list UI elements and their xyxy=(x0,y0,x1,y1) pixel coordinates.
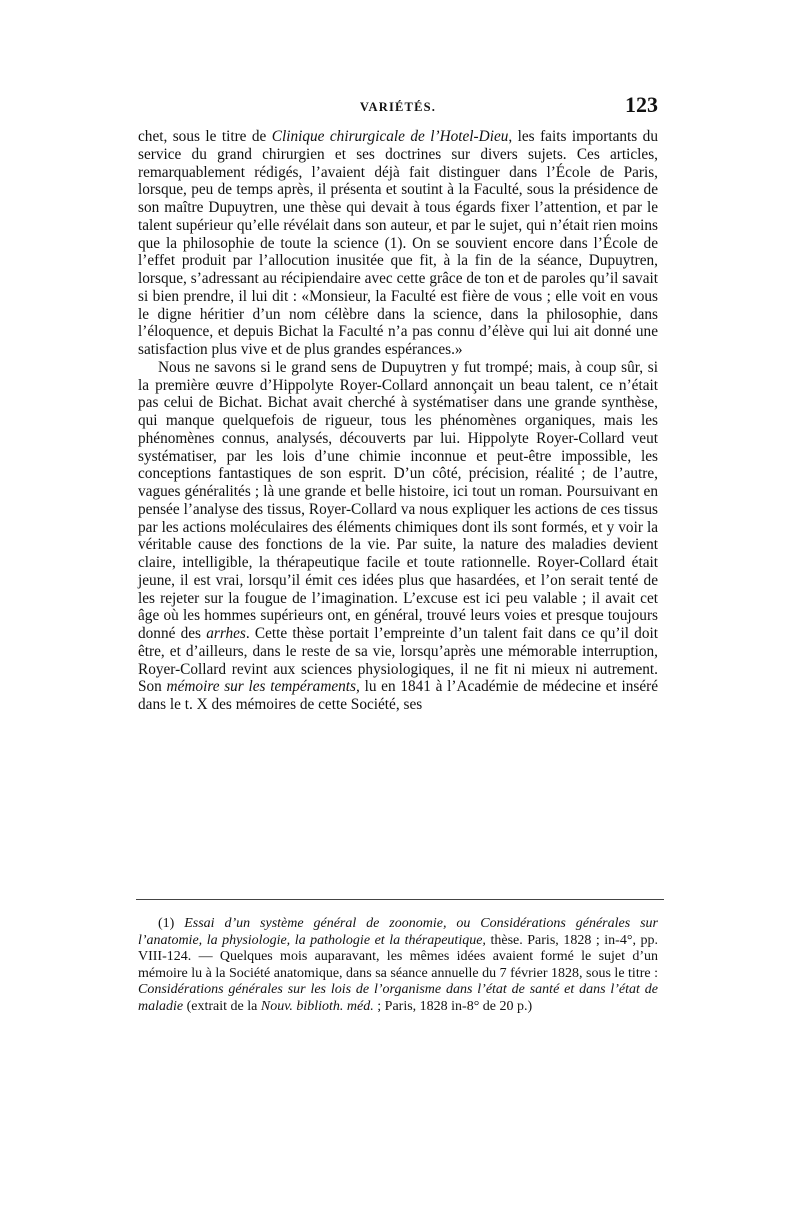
page-header xyxy=(138,92,658,122)
paragraph xyxy=(138,128,658,359)
italic-title: Clinique chirurgicale de l’Hotel-Dieu xyxy=(271,128,509,145)
page-number: 123 xyxy=(625,92,658,117)
text-run: lu en 1841 à l’Académie de médecine et inséré dans le t. X des mémoires de cette Société, ses xyxy=(138,678,658,713)
text-run: (extrait de la xyxy=(183,998,261,1014)
text-run: thèse. Paris, 1828 ; in-4°, pp. VIII-124. — Quelques mois auparavant, les mêmes idées avaient formé le sujet d’un mémoire lu à la Société anatomique, dans sa séance annuelle du 7 février 1828, sous le titre : xyxy=(138,932,658,981)
italic-title: mémoire sur les tempéraments, xyxy=(166,678,360,696)
paragraph xyxy=(138,359,658,714)
text-run: . Cette thèse portait l’empreinte d’un talent fait dans ce qu’il doit être, et d’ailleurs, dans le reste de sa vie, lorsqu’après une mémorable interruption, Royer-Collard revint aux sciences physiologiques, il ne fit ni mieux ni autrement. Son xyxy=(138,625,658,696)
footnote-rule xyxy=(136,899,664,900)
italic-title: Considérations générales sur les lois de l’organisme dans l’état de santé et dans l’état de maladie xyxy=(138,982,658,1014)
main-text xyxy=(138,128,658,714)
footnote xyxy=(138,916,658,1016)
text-run: chet, sous le titre de xyxy=(138,128,272,145)
footnote-marker: (1) xyxy=(158,916,185,931)
footnote-paragraph xyxy=(138,916,658,1016)
text-run: , les faits importants du service du grand chirurgien et ses doctrines sur divers sujets. Ces articles, remarquablement rédigés, l’avaient déjà fait distinguer dans l’École de Paris, lorsque, peu de temps après, il présenta et soutint à la Faculté, sous la présidence de son maître Dupuytren, une thèse qui devait à tous égards fixer l’attention, et par le talent supérieur qu’elle révélait dans son auteur, et par le sujet, qui n’était rien moins que la philosophie de toute la science (1). On se souvient encore dans l’École de l’effet produit par l’allocution inusitée que fit, à la fin de la séance, Dupuytren, lorsque, s’adressant au récipiendaire avec cette grâce de ton et de paroles qu’il savait si bien prendre, il lui dit : «Monsieur, la Faculté est fière de vous ; elle voit en vous le digne héritier d’un nom célèbre dans la science, dans la philosophie, dans l’éloquence, et depuis Bichat la Faculté n’a pas connu d’élève qui lui ait donné une satisfaction plus vive et de plus grandes espérances.» xyxy=(138,128,658,358)
text-run: ; Paris, 1828 in-8° de 20 p.) xyxy=(373,998,533,1014)
italic-title: Nouv. biblioth. méd. xyxy=(260,998,374,1014)
text-run: Nous ne savons si le grand sens de Dupuytren y fut trompé; mais, à coup sûr, si la première œuvre d’Hippolyte Royer-Collard annonçait un beau talent, ce n’était pas celui de Bichat. Bichat avait cherché à systématiser dans une grande synthèse, qui manque quelquefois de rigueur, tous les phénomènes organiques, mais les phénomènes connus, analysés, découverts par lui. Hippolyte Royer-Collard veut systématiser, par les lois d’une chimie inconnue et peut-être impossible, les conceptions fantastiques de son esprit. D’un côté, précision, réalité ; de l’autre, vagues généralités ; là une grande et belle histoire, ici tout un roman. Poursuivant en pensée l’analyse des tissus, Royer-Collard va nous expliquer les actions de ces tissus par les actions moléculaires des éléments chimiques dont ils sont formés, et y voir la véritable cause des fonctions de la vie. Par suite, la nature des maladies devient claire, intelligible, la thérapeutique facile et toute rationnelle. Royer-Collard était jeune, il est vrai, lorsqu’il émit ces idées plus que hasardées, et l’on serait tenté de les rejeter sur la fougue de l’imagination. L’excuse est ici peu valable ; il avait cet âge où les hommes supérieurs ont, en général, trouvé leurs voies et presque toujours donné des xyxy=(138,358,658,642)
italic-word: arrhes xyxy=(206,625,246,642)
italic-title: Essai d’un système général de zoonomie, ou Considérations générales sur l’anatomie, la physiologie, la pathologie et la thérapeutique, xyxy=(138,916,658,948)
running-title: VARIÉTÉS. xyxy=(359,100,437,114)
